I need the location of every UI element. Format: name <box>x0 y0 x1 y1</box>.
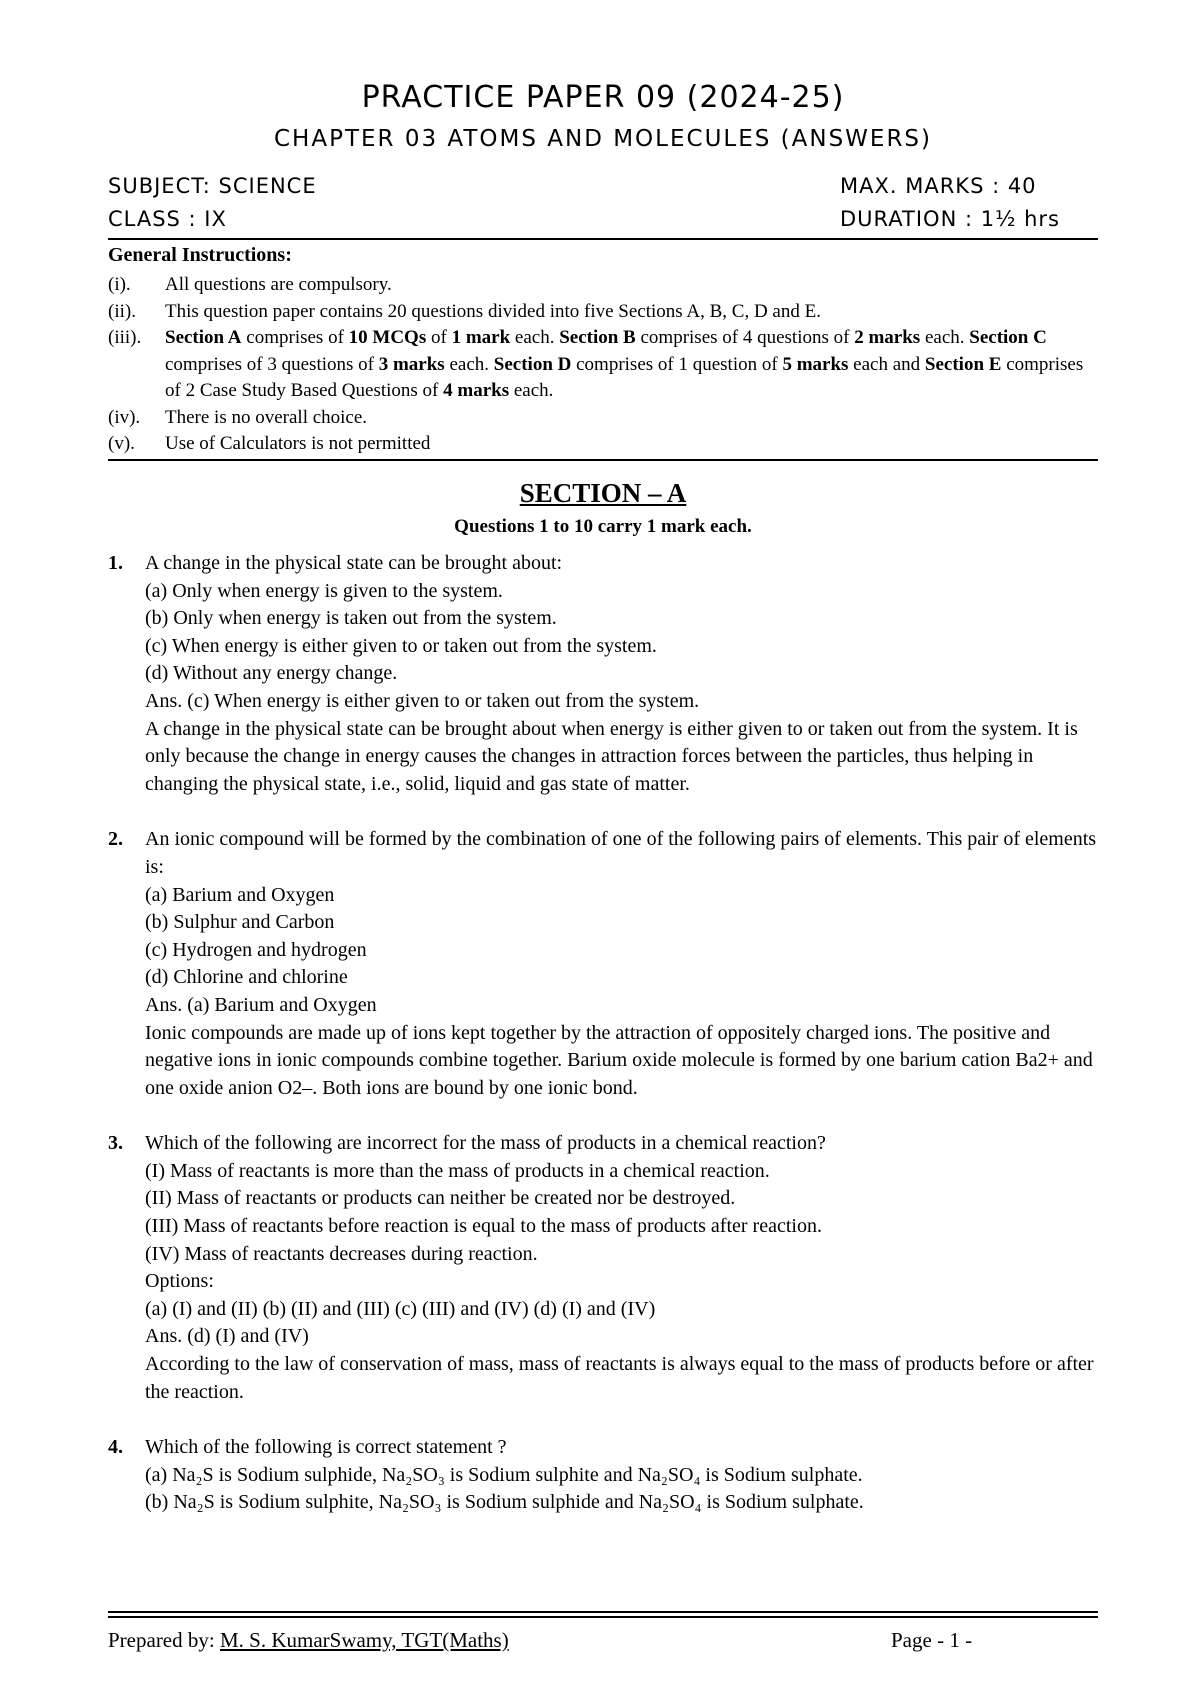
instruction-text: There is no overall choice. <box>165 406 368 428</box>
section-subtitle: Questions 1 to 10 carry 1 mark each. <box>454 516 752 537</box>
explanation-text: According to the law of conservation of mass, mass of reactants is always equal to the mass of products before or after the reaction. <box>145 1353 1094 1403</box>
option-text: (b) Sulphur and Carbon <box>145 911 335 934</box>
option-text: (a) Only when energy is given to the system. <box>145 579 503 602</box>
question-text: Which of the following are incorrect for the mass of products in a chemical reaction? <box>145 1132 826 1155</box>
paper-title: PRACTICE PAPER 09 (2024-25) <box>361 80 845 115</box>
duration-label: DURATION : 1½ hrs <box>840 207 1060 231</box>
instructions-list <box>108 272 1098 458</box>
section-title: SECTION – A <box>519 478 687 508</box>
statement-text: (IV) Mass of reactants decreases during reaction. <box>145 1242 538 1265</box>
instruction-item <box>108 272 1098 299</box>
author-name: M. S. KumarSwamy, TGT(Maths) <box>219 1628 509 1652</box>
question-text: Which of the following is correct statement ? <box>145 1436 507 1459</box>
explanation-text: Ionic compounds are made up of ions kept together by the attraction of oppositely charged ions. The positive and negative ions in ionic compounds combine together. Barium oxide molecule is formed by one barium cation Ba2+ and one oxide anion O2–. Both ions are bound by one ionic bond. <box>145 1021 1093 1099</box>
option-text: (d) Without any energy change. <box>145 662 398 685</box>
answer-text: Ans. (a) Barium and Oxygen <box>145 993 377 1016</box>
statement-text: (I) Mass of reactants is more than the mass of products in a chemical reaction. <box>145 1159 770 1182</box>
question-text: An ionic compound will be formed by the combination of one of the following pairs of elements. This pair of elements is: <box>145 828 1097 878</box>
option-text: (a) Na₂S is Sodium sulphide, Na₂SO₃ is Sodium sulphite and Na₂SO₄ is Sodium sulphate. <box>145 1463 863 1486</box>
prepared-label: Prepared by: <box>108 1628 220 1652</box>
instruction-number: (i). <box>108 274 131 295</box>
document-page <box>108 0 1098 1698</box>
question-item <box>108 826 1098 1102</box>
question-text: A change in the physical state can be brought about: <box>145 552 563 574</box>
statement-text: (II) Mass of reactants or products can neither be created nor be destroyed. <box>145 1187 736 1210</box>
max-marks-label: MAX. MARKS : 40 <box>840 174 1037 198</box>
option-text: (b) Only when energy is taken out from the system. <box>145 607 557 630</box>
instructions-heading: General Instructions: <box>108 244 292 266</box>
question-item <box>108 1434 1098 1517</box>
instruction-text: All questions are compulsory. <box>165 274 392 295</box>
footer-divider <box>108 1611 1098 1613</box>
instructions-divider <box>108 459 1098 461</box>
instruction-number: (iii). <box>108 327 142 348</box>
instruction-text: Section A comprises of 10 MCQs of 1 mark each. Section B comprises of 4 questions of 2 marks each. Section C comprises of 3 questions of 3 marks each. Section D comprises of 1 question of 5 marks each and Section E comprises of 2 Case Study Based Questions of 4 marks each. <box>165 327 1084 401</box>
question-item <box>108 550 1098 798</box>
option-text: (c) When energy is either given to or taken out from the system. <box>145 634 657 657</box>
paper-subtitle: CHAPTER 03 ATOMS AND MOLECULES (ANSWERS) <box>273 126 932 152</box>
question-number: 1. <box>108 552 123 574</box>
instruction-text: This question paper contains 20 questions divided into five Sections A, B, C, D and E. <box>165 300 821 322</box>
statement-text: (III) Mass of reactants before reaction is equal to the mass of products after reaction. <box>145 1215 822 1238</box>
question-number: 3. <box>108 1132 123 1155</box>
header-divider <box>108 238 1098 240</box>
instruction-number: (iv). <box>108 406 141 428</box>
instruction-item <box>108 325 1098 405</box>
option-text: (d) Chlorine and chlorine <box>145 966 348 989</box>
option-text: (c) Hydrogen and hydrogen <box>145 938 367 961</box>
answer-text: Ans. (c) When energy is either given to or taken out from the system. <box>145 689 700 712</box>
instruction-item <box>108 299 1098 326</box>
subject-label: SUBJECT: SCIENCE <box>108 174 317 198</box>
footer-divider <box>108 1616 1098 1618</box>
question-number: 4. <box>108 1436 123 1459</box>
explanation-text: A change in the physical state can be brought about when energy is either given to or taken out from the system. It is only because the change in energy causes the changes in attraction forces between the particles, thus helping in changing the physical state, i.e., solid, liquid and gas state of matter. <box>145 717 1078 795</box>
options-label: Options: <box>145 1270 214 1293</box>
question-item <box>108 1130 1098 1406</box>
page-number: Page - 1 - <box>891 1628 973 1652</box>
option-text: (b) Na₂S is Sodium sulphite, Na₂SO₃ is Sodium sulphide and Na₂SO₄ is Sodium sulphate. <box>145 1491 864 1514</box>
prepared-by <box>108 1628 509 1653</box>
class-label: CLASS : IX <box>108 207 227 231</box>
answer-text: Ans. (d) (I) and (IV) <box>145 1325 309 1348</box>
option-text: (a) Barium and Oxygen <box>145 883 335 906</box>
instruction-item <box>108 431 1098 458</box>
instruction-number: (v). <box>108 433 135 454</box>
instruction-item <box>108 405 1098 432</box>
instruction-number: (ii). <box>108 300 136 322</box>
option-text: (a) (I) and (II) (b) (II) and (III) (c) (III) and (IV) (d) (I) and (IV) <box>145 1297 656 1320</box>
question-number: 2. <box>108 828 123 851</box>
instruction-text: Use of Calculators is not permitted <box>165 433 431 454</box>
questions-list <box>108 550 1098 1545</box>
